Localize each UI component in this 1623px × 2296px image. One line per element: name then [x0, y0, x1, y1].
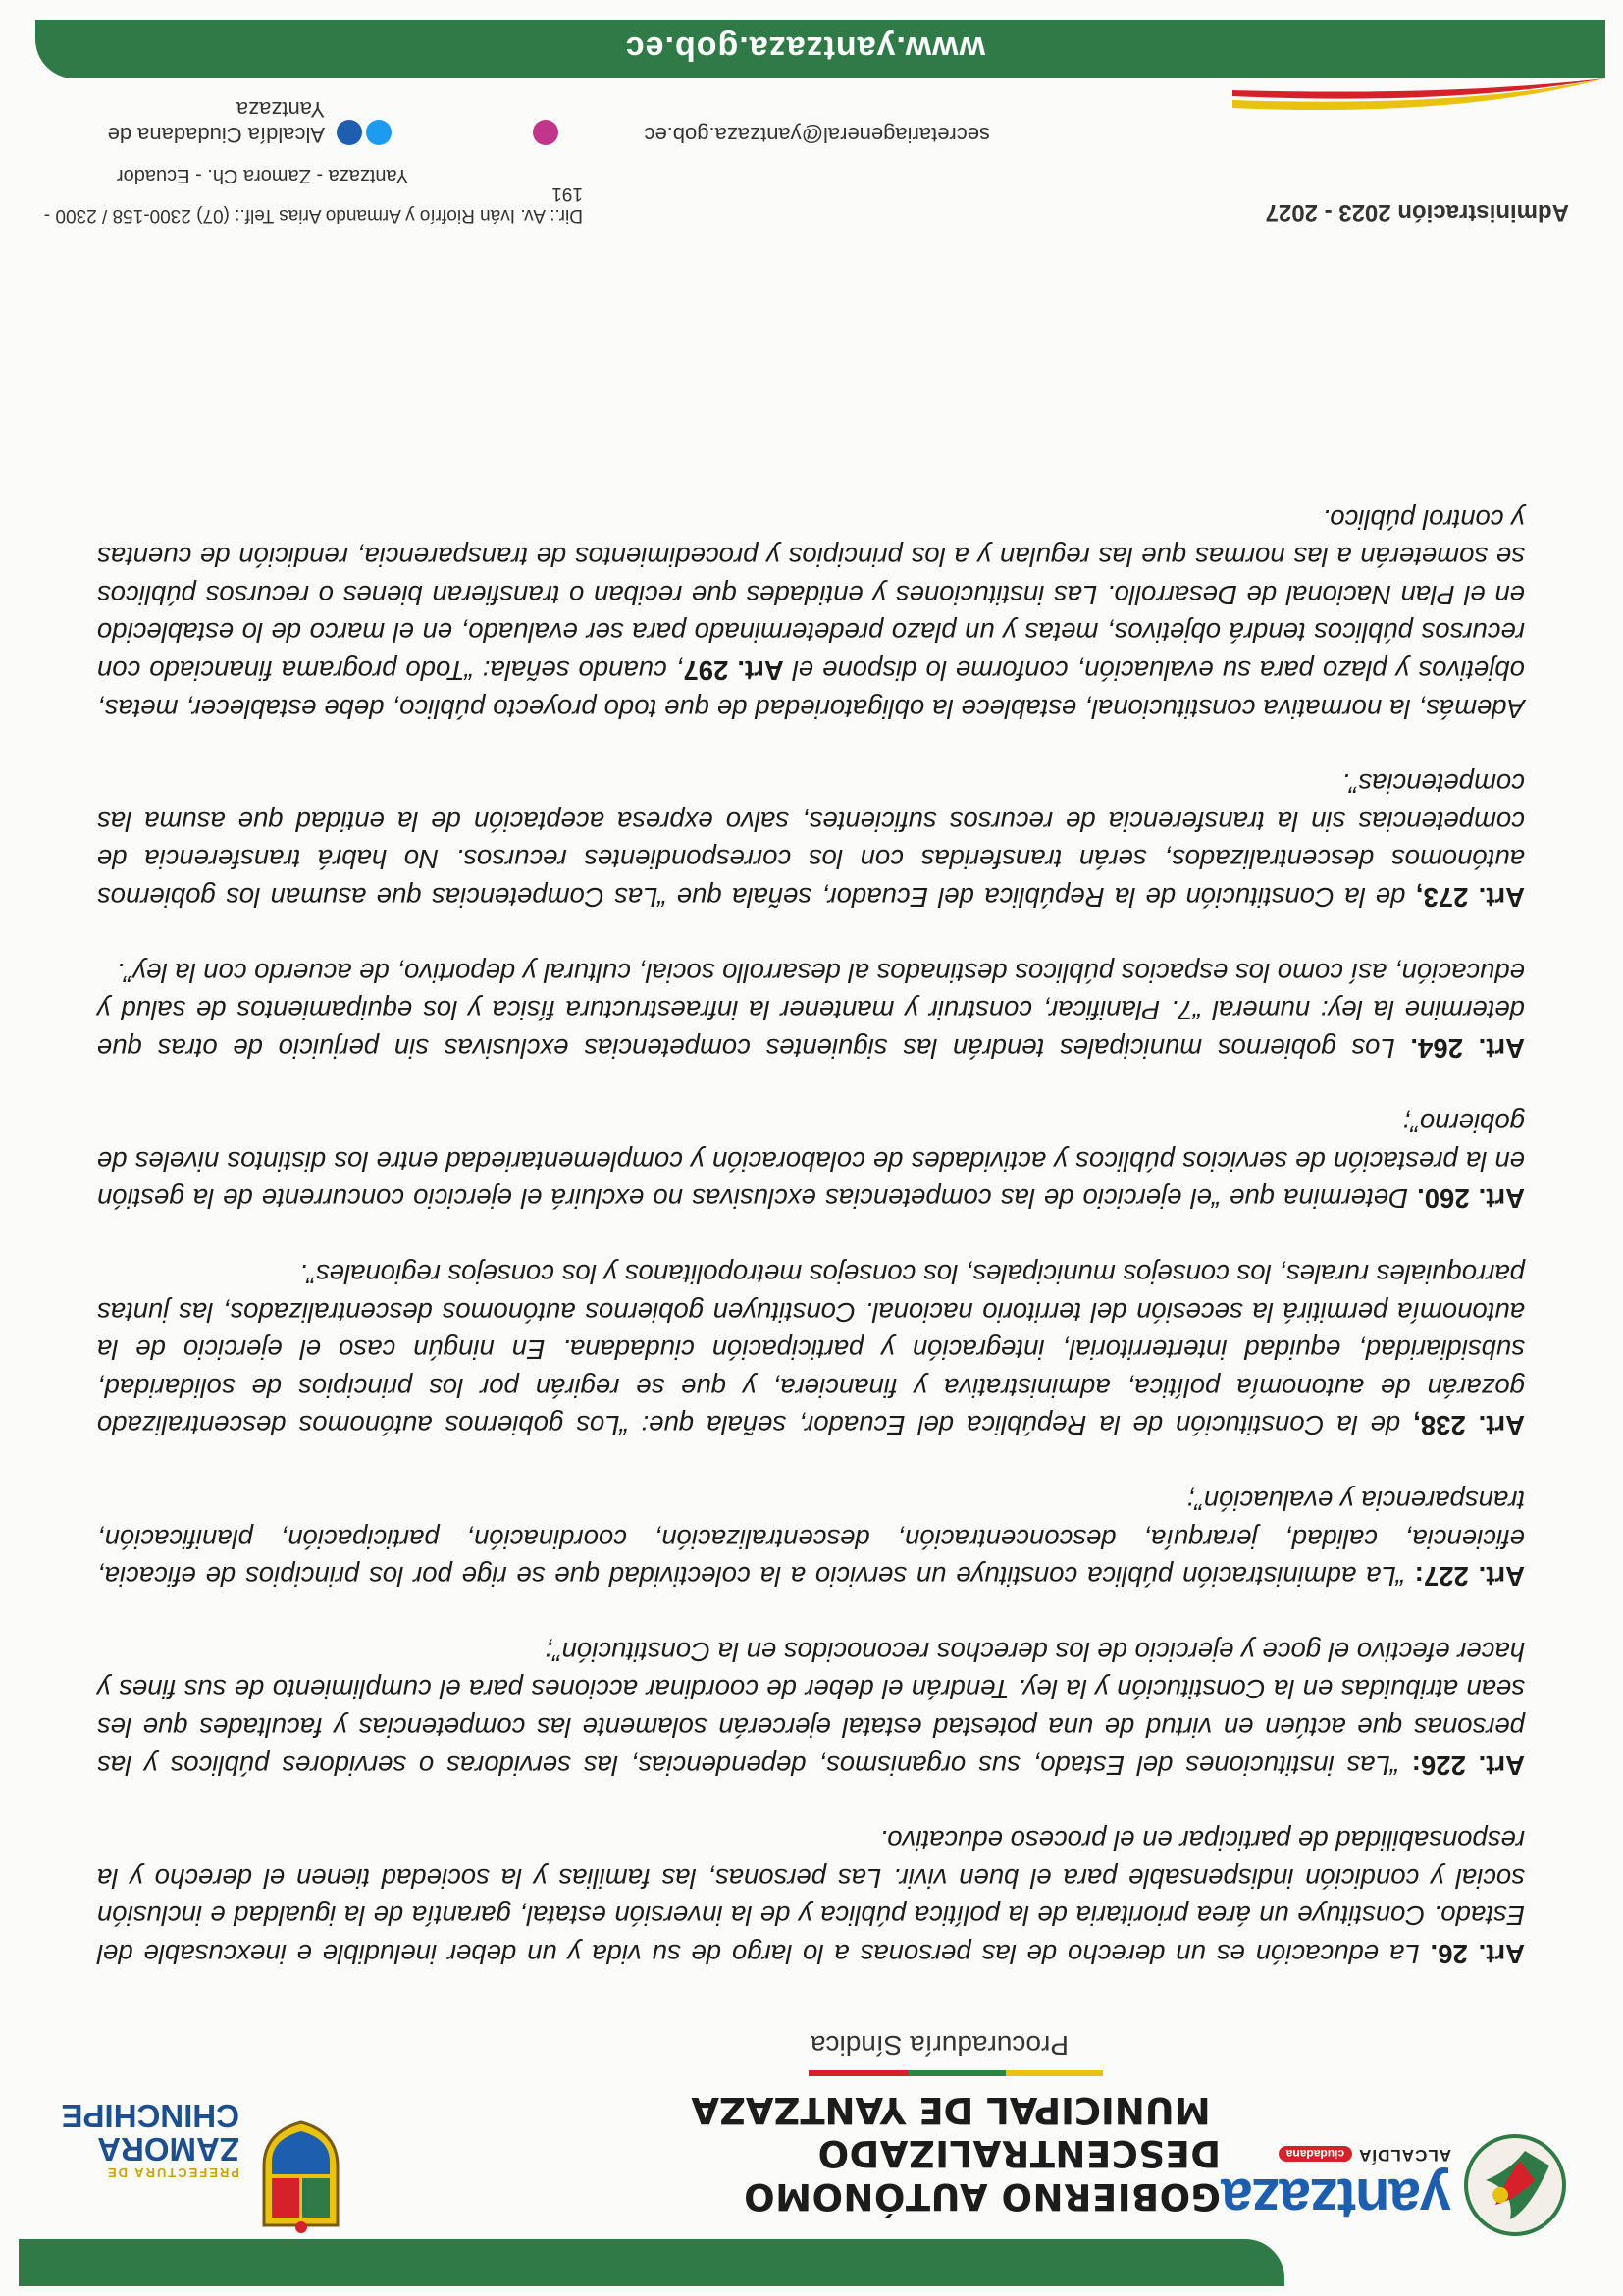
article-reference: Art. 26.: [1430, 1939, 1525, 1969]
tricolor-wave-icon: [1232, 78, 1605, 118]
brand-name: yantzaza: [1222, 2166, 1451, 2230]
prefectura-line-2: CHINCHIPE: [61, 2098, 239, 2134]
facebook-icon[interactable]: [337, 120, 362, 145]
article-reference: Art. 226:: [1411, 1749, 1525, 1781]
twitter-icon[interactable]: [366, 120, 392, 145]
yantzaza-emblem-icon: [1461, 2131, 1569, 2239]
article-text: , cuando señala: “Todo programa financiado con recursos públicos tendrá objetivos, metas y un plazo predeterminado para ser evaluado, en el marco de lo establecido en el Plan Nacional de Desarrollo. Las instituciones y entidades que reciban o transfieran bienes o recursos públicos se someterán a las normas que las regulan y a los principios y procedimientos de transparencia, rendición de cuentas y control público.: [96, 503, 1525, 686]
article-text: “Las instituciones del Estado, sus organismos, dependencias, las servidoras o servidores públicos y las personas que actúen en virtud de una potestad estatal ejercerán solamente las competencias y facultades que les sean atribuidas en la Constitución y la ley. Tendrán el deber de coordinar acciones para el cumplimiento de sus fines y hacer efectivo el goce y ejercicio de los derechos reconocidos en la Constitución”;: [97, 1636, 1525, 1781]
article-reference: Art. 297: [683, 654, 784, 686]
article-text: Determina que “el ejercicio de las competencias exclusivas no excluirá el ejercicio concurrente de la gestión en la prestación de servicios públicos y actividades de colaboración y complementariedad entre los distintos niveles de gobierno”;: [97, 1108, 1525, 1215]
article-text: Los gobiernos municipales tendrán las siguientes competencias exclusivas sin perjuicio de otras que determine la ley: numeral “7. Planificar, construir y mantener la infraestructura física y los equipamientos de salud y educación, así como los espacios públicos destinados al desarrollo social, cultural y deportivo, de acuerdo con la ley”.: [97, 957, 1525, 1064]
paragraph-art-264: [97, 953, 1525, 1067]
article-text: de la Constitución de la República del Ecuador, señala que: “Los gobiernos autónomos descentralizado gozarán de autonomía política, administrativa y financiera, y que se regirán por los principios de solidaridad, subsidiaridad, equidad interterritorial, integración y participación ciudadana. En ningún caso el ejercicio de la autonomía permitirá la secesión del territorio nacional. Constituyen gobiernos autónomos descentralizados, las juntas parroquiales rurales, los consejos municipales, los consejos metropolitanos y los consejos regionales”.: [97, 1259, 1525, 1441]
paragraph-art-226: [97, 1632, 1525, 1783]
article-reference: Art. 227:: [1414, 1561, 1525, 1592]
instagram-icon[interactable]: [533, 120, 558, 145]
letterhead: [0, 2002, 1623, 2296]
article-text: “La administración pública constituye un servicio a la colectividad que se rige por los principios de eficacia, eficiencia, calidad, jerarquía, desconcentración, descentralización, coordinación, participación, planificación, transparencia y evaluación”;: [96, 1486, 1525, 1592]
article-reference: Art. 238,: [1413, 1410, 1525, 1441]
prefectura-label: PREFECTURA DE: [105, 2166, 239, 2180]
paragraph-art-238: [97, 1255, 1525, 1444]
footer-facebook[interactable]: Alcaldía Ciudadana de Yantzaza: [107, 97, 325, 147]
title-line-1: GOBIERNO AUTÓNOMO DESCENTRALIZADO: [743, 2132, 1221, 2218]
article-reference: Art. 260.: [1417, 1183, 1525, 1215]
title-tricolor-divider: [809, 2070, 1103, 2076]
brand-pill: ciudadana: [1279, 2146, 1352, 2162]
footer-website[interactable]: www.yantzaza.gob.ec: [624, 29, 985, 67]
document-body: [97, 462, 1525, 1972]
article-text: de la Constitución de la República del Ecuador, señala que “Las Competencias que asuman los gobiernos autónomos descentralizados, serán transferidas con los correspondientes recursos. No habrá transferencia de competencias sin la transferencia de recursos suficientes, salvo expresa aceptación de la entidad que asuma las competencias”.: [97, 768, 1525, 913]
paragraph-art-26: [97, 1821, 1525, 1972]
municipal-seal-icon: [254, 2117, 347, 2235]
letterhead-footer: [0, 0, 1623, 235]
paragraph-art-260: [97, 1104, 1525, 1218]
title-line-2: MUNICIPAL DE YANTZAZA: [691, 2089, 1211, 2131]
article-reference: Art. 273,: [1415, 881, 1525, 913]
prefectura-block: [43, 2099, 239, 2180]
footer-city: Yantzaza - Zamora Ch. - Ecuador: [117, 165, 409, 186]
prefectura-line-1: ZAMORA: [97, 2131, 239, 2167]
footer-address: Dir.: Av. Iván Riofrío y Armando Arias Telf.: (07) 2300-158 / 2300 - 191: [43, 183, 583, 226]
department-name: Procuraduría Síndica: [810, 2030, 1069, 2061]
article-text: Además, la normativa constitucional, establece la obligatoriedad de que todo proyecto público, debe establecer, metas, objetivos y plazo para su evaluación, conforme lo dispone el: [97, 654, 1525, 724]
brand-block: [1222, 2145, 1451, 2230]
brand-sub-label: ALCALDÍA: [1358, 2146, 1451, 2165]
institution-title: [514, 2029, 1221, 2218]
paragraph-art-297: [97, 499, 1525, 727]
brand-sub: [1245, 2145, 1451, 2165]
footer-email[interactable]: secretariageneral@yantzaza.gob.ec: [644, 123, 990, 147]
paragraph-art-227: [97, 1481, 1525, 1594]
paragraph-art-273: [97, 764, 1525, 915]
article-text: La educación es un derecho de las personas a lo largo de su vida y un deber ineludible e inexcusable del Estado. Constituye un área prioritaria de la política pública y de la inversión estatal, garantía de la igualdad e inclusión social y condición indispensable para el buen vivir. Las personas, las familias y la sociedad tienen el derecho y la responsabilidad de participar en el proceso educativo.: [97, 1825, 1525, 1969]
administration-period: Administración 2023 - 2027: [1265, 199, 1569, 226]
header-green-band: [19, 2239, 1284, 2286]
article-reference: Art. 264.: [1410, 1032, 1525, 1064]
